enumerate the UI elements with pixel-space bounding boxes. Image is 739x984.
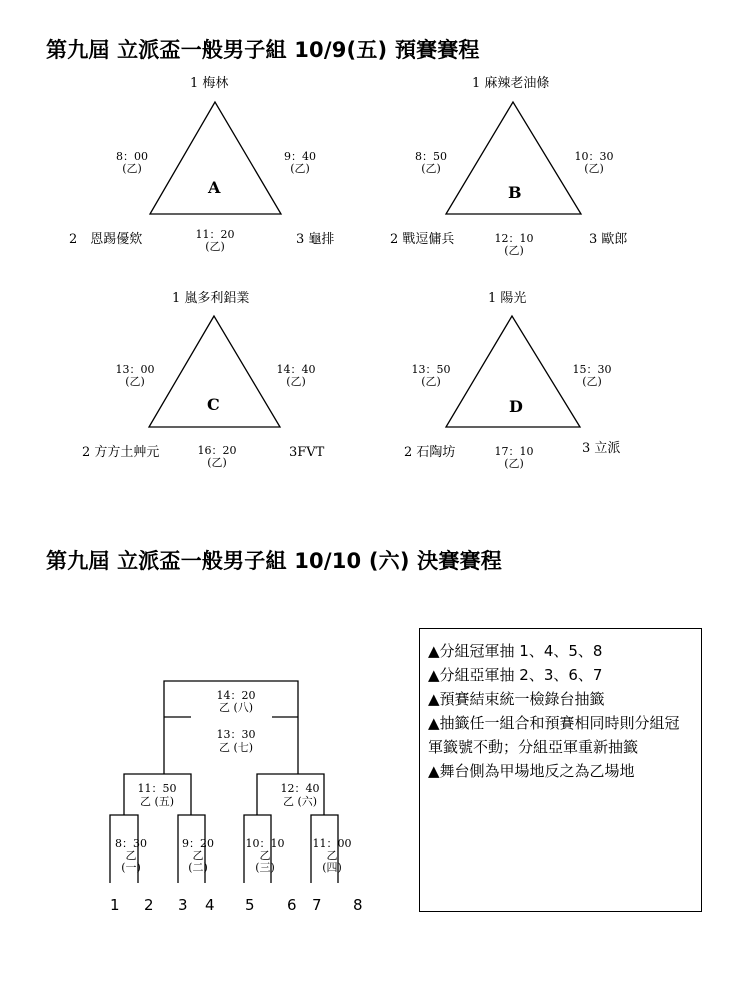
group-b-court-bottom: (乙) [504,244,524,257]
group-c-court-right: (乙) [286,375,306,388]
semi-2-court: 乙 (六) [282,795,318,808]
qf-1-court: 乙 [125,849,137,862]
group-c-time-bottom: 16：20 [197,444,237,457]
group-b-time-bottom: 12：10 [494,232,534,245]
seed-8: 8 [353,896,363,914]
group-b-court-left: (乙) [421,162,441,175]
group-c-team-1: 1 嵐多利鋁業 [172,291,250,306]
seed-5: 5 [245,896,255,914]
group-b-team-3: 3 歐郎 [589,232,628,247]
group-a-team-2: 2 恩踢優欸 [69,232,143,247]
qf-4-time: 11：00 [312,837,352,850]
group-b-time-left: 8：50 [415,150,447,163]
group-d-label: D [509,397,523,416]
group-a-court-bottom: (乙) [205,240,225,253]
final-title: 第九屆 立派盃一般男子組 10/10 (六) 決賽賽程 [46,549,502,573]
group-a-team-1: 1 梅林 [190,76,229,91]
group-b-team-2: 2 戰逗傭兵 [390,232,455,247]
qf-2-number: (二) [188,861,208,874]
group-c-court-bottom: (乙) [207,456,227,469]
semi-1-time: 11：50 [137,782,177,795]
qf-3-number: (三) [255,861,275,874]
group-c-team-2: 2 方方土艸元 [82,445,160,460]
qf-4-number: (四) [322,861,342,874]
group-a-court-left: (乙) [122,162,142,175]
group-d-team-3: 3 立派 [582,441,621,456]
prelim-title: 第九屆 立派盃一般男子組 10/9(五) 預賽賽程 [46,38,480,62]
group-d-time-right: 15：30 [572,363,612,376]
group-a-time-bottom: 11：20 [195,228,235,241]
group-b-team-1: 1 麻辣老油條 [472,76,550,91]
qf-2-time: 9：20 [182,837,214,850]
group-a-triangle [150,102,281,214]
group-d-team-2: 2 石陶坊 [404,445,456,460]
group-c-time-left: 13：00 [115,363,155,376]
group-a-label: A [208,178,221,197]
group-d-team-1: 1 陽光 [488,291,527,306]
group-d-time-left: 13：50 [411,363,451,376]
note-3: ▲預賽結束統一檢錄台抽籤 [428,690,605,708]
third-place-court: 乙 (七) [218,741,254,754]
group-a-team-3: 3 龜排 [296,232,335,247]
final-court: 乙 (八) [218,701,254,714]
group-a-time-left: 8：00 [116,150,148,163]
group-c-court-left: (乙) [125,375,145,388]
seed-3: 3 [178,896,188,914]
group-b-time-right: 10：30 [574,150,614,163]
seed-4: 4 [205,896,215,914]
group-a-time-right: 9：40 [284,150,316,163]
note-1: ▲分組冠軍抽 1、4、5、8 [428,642,603,660]
group-d-court-bottom: (乙) [504,457,524,470]
group-c-time-right: 14：40 [276,363,316,376]
third-place-time: 13：30 [216,728,256,741]
qf-1-time: 8：30 [115,837,147,850]
qf-2-court: 乙 [192,849,204,862]
group-c-label: C [207,395,220,414]
semi-1-court: 乙 (五) [139,795,175,808]
group-a-court-right: (乙) [290,162,310,175]
qf-3-court: 乙 [259,849,271,862]
group-b-label: B [508,183,522,202]
group-c-team-3: 3FVT [289,445,325,460]
notes-box [419,628,702,912]
group-d-time-bottom: 17：10 [494,445,534,458]
qf-3-time: 10：10 [245,837,285,850]
group-d-court-right: (乙) [582,375,602,388]
note-2: ▲分組亞軍抽 2、3、6、7 [428,666,603,684]
note-4: ▲抽籤任一組合和預賽相同時則分組冠軍籤號不動；分組亞軍重新抽籤 [428,714,680,756]
seed-7: 7 [312,896,322,914]
note-5: ▲舞台側為甲場地反之為乙場地 [428,762,635,780]
seed-6: 6 [287,896,297,914]
semi-2-time: 12：40 [280,782,320,795]
seed-1: 1 [110,896,120,914]
qf-4-court: 乙 [326,849,338,862]
group-d-court-left: (乙) [421,375,441,388]
seed-2: 2 [144,896,154,914]
final-time: 14：20 [216,689,256,702]
group-b-court-right: (乙) [584,162,604,175]
qf-1-number: (一) [121,861,141,874]
